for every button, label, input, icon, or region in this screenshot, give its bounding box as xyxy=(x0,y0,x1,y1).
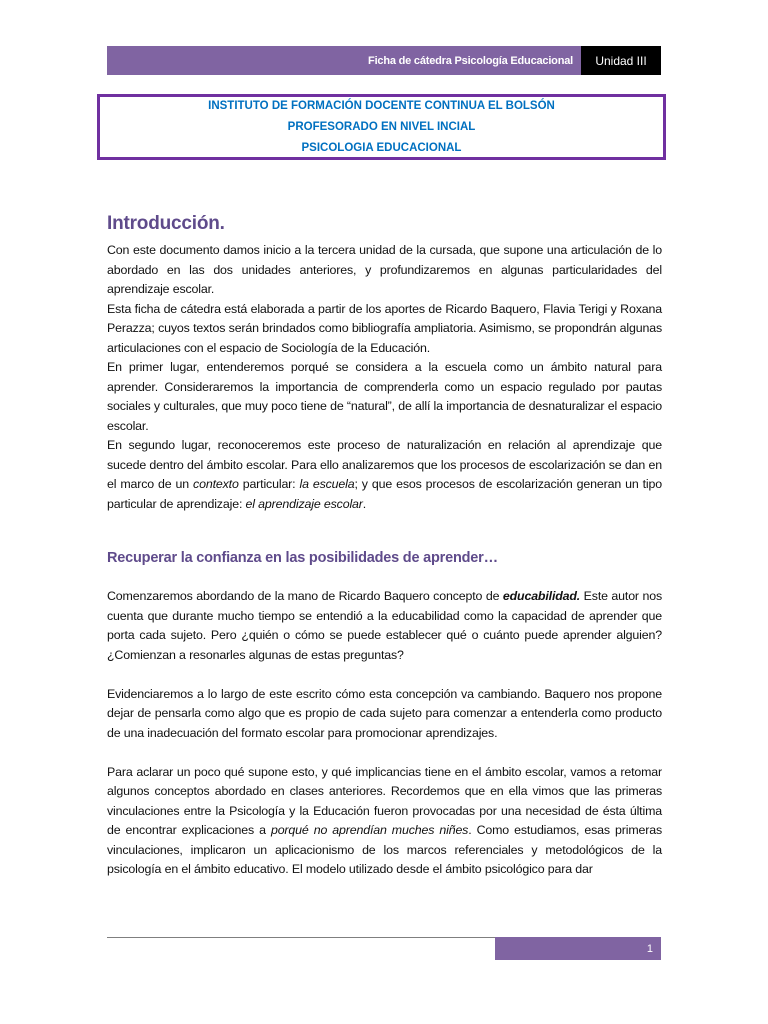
institution-box xyxy=(97,94,666,160)
page-number: 1 xyxy=(495,937,661,960)
text-run: . xyxy=(362,496,367,511)
emphasis-porque-no-aprendian: porqué no aprendían muches niñes xyxy=(270,823,469,837)
header-unit-label: Unidad III xyxy=(581,46,661,75)
intro-paragraph-3: En primer lugar, entenderemos porqué se considera a la escuela como un ámbito natural para aprender. Consideraremos la importancia de comprenderla como un espacio regulado por pautas sociales y culturales, que muy poco tiene de “natural”, de allí la importancia de desnaturalizar el espacio escolar. xyxy=(107,360,662,433)
text-run: Este autor nos cuenta que durante mucho tiempo se entendió a la educabilidad como la capacidad de aprender que porta cada sujeto. Pero ¿quién o cómo se puede establecer qué o cuánto puede aprender alguien? ¿Comienzan a resonarles algunas de estas preguntas? xyxy=(107,589,663,662)
text-run: particular: xyxy=(238,477,300,491)
emphasis-aprendizaje-escolar: el aprendizaje escolar xyxy=(245,496,363,511)
page-header xyxy=(107,46,661,75)
intro-heading: Introducción. xyxy=(107,213,225,234)
text-run: Para aclarar un poco qué supone esto, y qué implicancias tiene en el ámbito escolar, vamos a retomar algunos conceptos abordado en clases anteriores. Recordemos que en ella vimos que las primeras vinculaciones entre la Psicología y la Educación fueron provocadas por una necesidad de ésta última de encontrar explicaciones a xyxy=(107,764,662,837)
intro-paragraph-2: Esta ficha de cátedra está elaborada a partir de los aportes de Ricardo Baquero, Flavia Terigi y Roxana Perazza; cuyos textos serán brindados como bibliografía ampliatoria. Asimismo, se propondrán algunas articulaciones con el espacio de Sociología de la Educación. xyxy=(107,301,662,355)
text-run: ; y que esos procesos de escolarización generan un tipo particular de aprendizaje: xyxy=(107,477,662,511)
course-name: PSICOLOGIA EDUCACIONAL xyxy=(301,141,462,154)
section-heading: Recuperar la confianza en las posibilidades de aprender… xyxy=(107,550,498,566)
emphasis-educabilidad: educabilidad. xyxy=(502,589,581,603)
intro-paragraph-4 xyxy=(107,436,662,514)
text-run: . Como estudiamos, esas primeras vinculaciones, implicaron un aplicacionismo de los marcos referenciales y metodológicos de la psicología en el ámbito educativo. El modelo utilizado desde el ámbito psicológico para dar xyxy=(107,823,662,876)
emphasis-la-escuela: la escuela xyxy=(299,477,355,491)
text-run: Comenzaremos abordando de la mano de Ricardo Baquero concepto de xyxy=(107,589,503,603)
section-paragraph-2: Evidenciaremos a lo largo de este escrito cómo esta concepción va cambiando. Baquero nos propone dejar de pensarla como algo que es propio de cada sujeto para comenzar a entenderla como producto de una inadecuación del formato escolar para promocionar aprendizajes. xyxy=(107,686,662,740)
header-document-title: Ficha de cátedra Psicología Educacional xyxy=(368,54,573,67)
emphasis-contexto: contexto xyxy=(193,477,239,491)
institution-name: INSTITUTO DE FORMACIÓN DOCENTE CONTINUA EL BOLSÓN xyxy=(208,99,555,112)
section-paragraph-1 xyxy=(107,587,662,665)
document-body xyxy=(107,211,662,880)
section-paragraph-3 xyxy=(107,763,662,880)
program-name: PROFESORADO EN NIVEL INCIAL xyxy=(287,120,476,133)
intro-paragraph-1: Con este documento damos inicio a la tercera unidad de la cursada, que supone una articulación de lo abordado en las dos unidades anteriores, y profundizaremos en algunas particularidades del aprendizaje escolar. xyxy=(107,243,662,296)
footer-divider xyxy=(107,937,495,938)
text-run: En segundo lugar, reconoceremos este proceso de naturalización en relación al aprendizaje que sucede dentro del ámbito escolar. Para ello analizaremos que los procesos de escolarización se dan en el marco de un xyxy=(107,438,662,491)
